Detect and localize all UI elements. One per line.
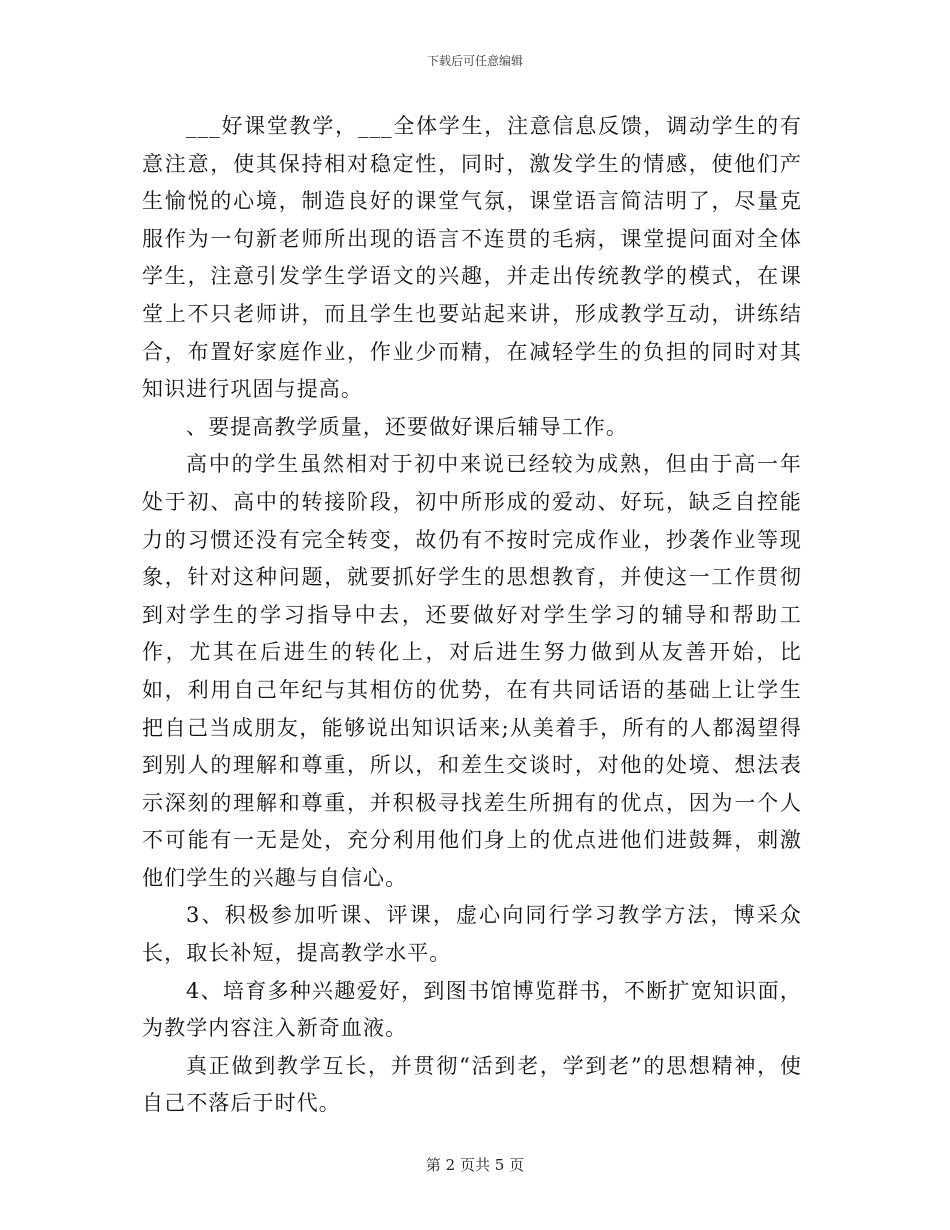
page-header: 下载后可任意编辑	[426, 54, 523, 68]
page-number-footer: 第 2 页共 5 页	[425, 1156, 525, 1174]
paragraph-lesson-observation: 3、积极参加听课、评课，虚心向同行学习教学方法，博采众长，取长补短，提高教学水平。	[142, 903, 802, 966]
paragraph-interests-reading: 4、培育多种兴趣爱好，到图书馆博览群书，不断扩宽知识面，为教学内容注入新奇血液。	[142, 978, 802, 1041]
paragraph-after-class-tutoring-heading: 、要提高教学质量，还要做好课后辅导工作。	[186, 414, 628, 439]
paragraph-student-guidance: 高中的学生虽然相对于初中来说已经较为成熟，但由于高一年处于初、高中的转接阶段，初中所形成的爱动、好玩，缺乏自控能力的习惯还没有完全转变，故仍有不按时完成作业，抄袭作业等现象，针对这种问题，就要抓好学生的思想教育，并使这一工作贯彻到对学生的学习指导中去，还要做好对学生学习的辅导和帮助工作，尤其在后进生的转化上，对后进生努力做到从友善开始，比如，利用自己年纪与其相仿的优势，在有共同话语的基础上让学生把自己当成朋友，能够说出知识话来;从美着手，所有的人都渴望得到别人的理解和尊重，所以，和差生交谈时，对他的处境、想法表示深刻的理解和尊重，并积极寻找差生所拥有的优点，因为一个人不可能有一无是处，充分利用他们身上的优点进他们进鼓舞，刺激他们学生的兴趣与自信心。	[142, 452, 802, 890]
document-body	[142, 108, 802, 1123]
paragraph-lifelong-learning: 真正做到教学互长，并贯彻“活到老，学到老”的思想精神，使自己不落后于时代。	[142, 1053, 802, 1116]
paragraph-classroom-teaching: ___好课堂教学，___全体学生，注意信息反馈，调动学生的有意注意，使其保持相对稳定性，同时，激发学生的情感，使他们产生愉悦的心境，制造良好的课堂气氛，课堂语言简洁明了，尽量克服作为一句新老师所出现的语言不连贯的毛病，课堂提问面对全体学生，注意引发学生学语文的兴趣，并走出传统教学的模式，在课堂上不只老师讲，而且学生也要站起来讲，形成教学互动，讲练结合，布置好家庭作业，作业少而精，在减轻学生的负担的同时对其知识进行巩固与提高。	[142, 114, 802, 402]
